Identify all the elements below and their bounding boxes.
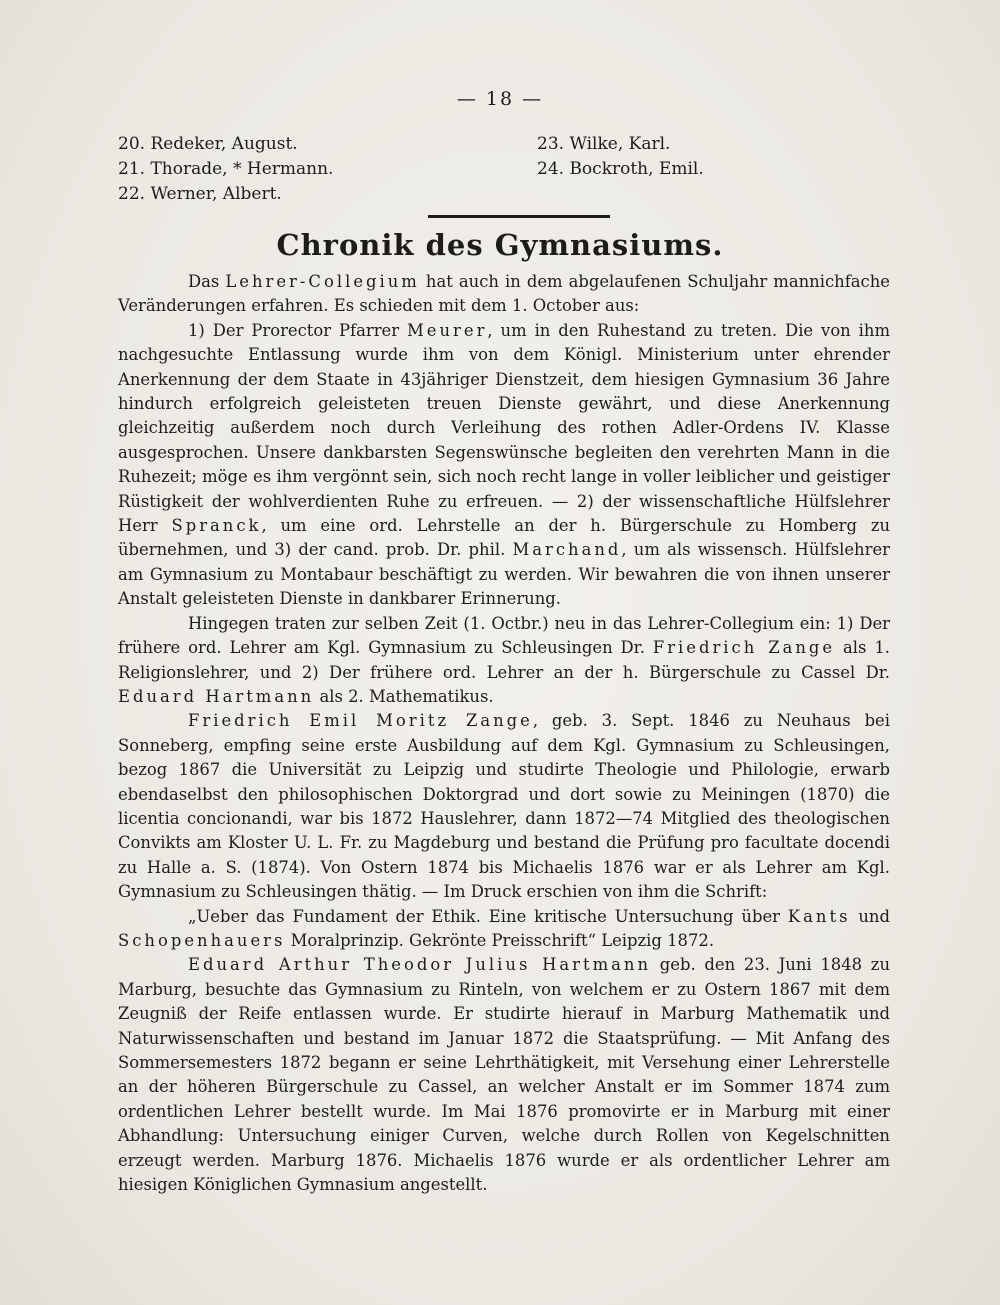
spaced-name: Marchand bbox=[512, 540, 622, 560]
spaced-name: Friedrich Zange bbox=[652, 638, 836, 658]
text-run: Hingegen traten zur selben Zeit (1. Octbr.) neu in das Lehrer-Collegium ein: 1) Der frühere ord. Lehrer am Kgl. Gymnasium zu Schleusingen Dr. bbox=[118, 613, 890, 658]
student-list-item: 24. Bockroth, Emil. bbox=[537, 159, 704, 179]
text-run: Moralprinzip. Gekrönte Preisschrift“ Leipzig 1872. bbox=[285, 930, 715, 950]
student-list-left bbox=[118, 132, 333, 207]
paragraph-hartmann-biography bbox=[118, 953, 890, 1197]
student-list-right bbox=[537, 132, 704, 182]
text-run: Das bbox=[188, 272, 226, 291]
spaced-name: Meurer bbox=[407, 320, 488, 340]
text-run: „Ueber das Fundament der Ethik. Eine kritische Untersuchung über bbox=[188, 906, 788, 926]
student-list-item: 21. Thorade, * Hermann. bbox=[118, 159, 334, 179]
paragraph-new-teachers bbox=[118, 612, 890, 710]
student-list-item: 20. Redeker, August. bbox=[118, 134, 298, 154]
spaced-name: Schopenhauers bbox=[118, 930, 286, 950]
chronicle-text bbox=[118, 270, 890, 1197]
student-list-item: 23. Wilke, Karl. bbox=[537, 134, 671, 154]
text-run: , geb. 3. Sept. 1846 zu Neuhaus bei Sonneberg, empfing seine erste Ausbildung auf dem Kgl. Gymnasium zu Schleusingen, bezog 1867 die Universität zu Leipzig und studirte Theologie und Philologie, erwarb ebendaselbst den philosophischen Doktorgrad und dort sowie zu Meiningen (1870) die licentia concionandi, war bis 1872 Hauslehrer, dann 1872—74 Mitglied des theologischen Convikts am Kloster U. L. Fr. zu Magdeburg und bestand die Prüfung pro facultate docendi zu Halle a. S. (1874). Von Ostern 1874 bis Michaelis 1876 war er als Lehrer am Kgl. Gymnasium zu Schleusingen thätig. — Im Druck erschien von ihm die Schrift: bbox=[118, 711, 890, 902]
paragraph-publication bbox=[118, 905, 890, 954]
text-run: , um als wissensch. Hülfslehrer am Gymnasium zu Montabaur beschäftigt zu werden. Wir bewahren die von ihnen unserer Anstalt geleisteten Dienste in dankbarer Erinnerung. bbox=[118, 540, 890, 609]
text-run: als 2. Mathematikus. bbox=[314, 686, 494, 706]
spaced-term: Lehrer-Collegium bbox=[225, 272, 420, 291]
spaced-name: Friedrich Emil Moritz Zange bbox=[188, 711, 533, 731]
text-run: und bbox=[850, 906, 890, 926]
page-number: — 18 — bbox=[456, 88, 544, 110]
section-divider bbox=[428, 215, 610, 218]
spaced-name: Spranck bbox=[171, 516, 262, 536]
text-run: hat auch in dem abgelaufenen Schuljahr mannichfache Veränderungen erfahren. Es schieden mit dem 1. October aus: bbox=[118, 272, 890, 316]
text-run: geb. den 23. Juni 1848 zu Marburg, besuchte das Gymnasium zu Rinteln, von welchem er zu Ostern 1867 mit dem Zeugniß der Reife entlassen wurde. Er studirte hierauf in Marburg Mathematik und Naturwissenschaften und bestand im Januar 1872 die Staatsprüfung. — Mit Anfang des Sommersemesters 1872 begann er seine Lehrthätigkeit, mit Versehung einer Lehrerstelle an der höheren Bürgerschule zu Cassel, an welcher Anstalt er im Sommer 1874 zum ordentlichen Lehrer bestellt wurde. Im Mai 1876 promovirte er in Marburg mit einer Abhandlung: Untersuchung einiger Curven, welche durch Rollen von Kegelschnitten erzeugt werden. Marburg 1876. Michaelis 1876 wurde er als ordentlicher Lehrer am hiesigen Königlichen Gymnasium angestellt. bbox=[118, 955, 891, 1195]
student-list-item: 22. Werner, Albert. bbox=[118, 184, 282, 204]
section-heading: Chronik des Gymnasiums. bbox=[276, 228, 724, 262]
paragraph-zange-biography bbox=[118, 709, 890, 904]
paragraph-staff-changes bbox=[118, 270, 890, 319]
spaced-name: Eduard Hartmann bbox=[118, 686, 315, 706]
text-run: , um in den Ruhestand zu treten. Die von ihm nachgesuchte Entlassung wurde ihm von dem Königl. Ministerium unter ehrender Anerkennung der dem Staate in 43jähriger Dienstzeit, dem hiesigen Gymnasium 36 Jahre hindurch erfolgreich geleisteten treuen Dienste gewährt, und diese Anerkennung gleichzeitig außerdem noch durch Verleihung des rothen Adler-Ordens IV. Klasse ausgesprochen. Unsere dankbarsten Segenswünsche begleiten den verehrten Mann in die Ruhezeit; möge es ihm vergönnt sein, sich noch recht lange in voller leiblicher und geistiger Rüstigkeit der wohlverdienten Ruhe zu erfreuen. — 2) der wissenschaftliche Hülfslehrer Herr bbox=[118, 320, 890, 536]
paragraph-departures bbox=[118, 319, 890, 612]
spaced-name: Eduard Arthur Theodor Julius Hartmann bbox=[188, 955, 652, 975]
text-run: , um eine ord. Lehrstelle an der h. Bürgerschule zu Homberg zu übernehmen, und 3) der cand. prob. Dr. phil. bbox=[118, 516, 891, 560]
spaced-name: Kants bbox=[787, 906, 851, 926]
text-run: als 1. Religionslehrer, und 2) Der frühere ord. Lehrer an der h. Bürgerschule zu Cassel Dr. bbox=[118, 638, 890, 682]
text-run: 1) Der Prorector Pfarrer bbox=[188, 320, 407, 340]
